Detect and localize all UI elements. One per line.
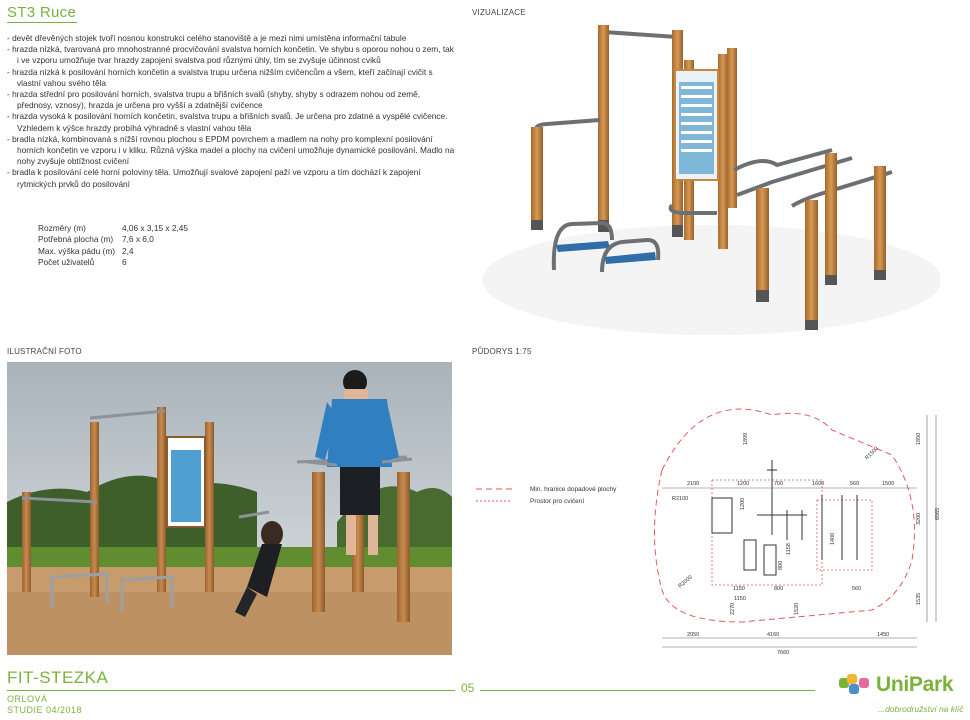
dim-inner: 560 [852, 586, 862, 592]
page-title: ST3 Ruce [7, 4, 77, 21]
description-line: - devět dřevěných stojek tvoří nosnou konstrukci celého stanoviště a je mezi nimi umístěna informační tabule [7, 33, 407, 43]
dim-total-height: 6565 [935, 507, 941, 520]
spec-value: 6 [122, 257, 127, 268]
spec-value: 4,06 x 3,15 x 2,45 [122, 223, 188, 233]
dim-inner: 1150 [734, 596, 746, 602]
description-line: - hrazda vysoká k posilování horních končetin, svalstva trupu a břišních svalů. Je určena pro zdatné a vyspělé cvičence. Vzhledem k výšce hrazdy probíhá výhradně s vlastní vahou těla [7, 111, 448, 133]
dim-top: 1500 [882, 481, 895, 487]
dim-inner: 1400 [830, 532, 836, 545]
dim-inner: 800 [774, 586, 784, 592]
spec-label: Rozměry (m) [38, 223, 86, 233]
dim-inner: 1158 [786, 543, 792, 555]
footer-divider [7, 690, 815, 691]
description-line: - hrazda nízká k posilování horních končetin a svalstva trupu určena nižším cvičencům a všem, kteří začínají cvičit s vlastní vahou svého těla [7, 66, 433, 88]
spec-label: Počet uživatelů [38, 257, 95, 268]
dim-inner: 1899 [743, 432, 749, 445]
radius-label: R1500 [864, 445, 880, 462]
description-line: - bradla k posilování celé horní poloviny těla. Umožňují svalové zapojení paží ve vzporu a tím dochází k zapojení rytmických prvků do posilování [7, 167, 421, 189]
spec-row [38, 223, 188, 234]
dim-top: 700 [774, 481, 784, 487]
spec-row [38, 234, 188, 245]
floor-plan [472, 360, 962, 660]
fall-zone-outline [655, 409, 915, 622]
dim-top: 560 [850, 481, 860, 487]
radius-label: R2000 [677, 574, 694, 590]
legend-fall-zone: Min. hranice dopadové plochy [530, 486, 617, 493]
spec-value: 2,4 [122, 245, 134, 256]
plan-label: PŮDORYS 1:75 [472, 347, 532, 356]
project-study: STUDIE 04/2018 [7, 705, 83, 715]
spec-table [38, 223, 188, 269]
dim-top: 2100 [687, 481, 700, 487]
description-line: - hrazda střední pro posilování horních, svalstva trupu a břišních svalů (shyby, shyby s odrazem nohou od země, přednosy, vznosy), hrazda je určena pro vyšší a zdatnější cvičence [7, 89, 421, 111]
legend-exercise-space: Prostor pro cvičení [530, 498, 585, 505]
spec-value: 7,6 x 6,0 [122, 234, 154, 245]
spec-row [38, 246, 188, 257]
dim-inner: 2270 [730, 602, 736, 615]
dim-right: 3200 [916, 512, 922, 525]
dim-bottom: 1450 [877, 632, 890, 638]
radius-label: R2100 [672, 496, 689, 502]
title-underline [7, 22, 77, 23]
dim-inner: 800 [778, 560, 784, 570]
dim-bottom: 4160 [767, 632, 780, 638]
plan-equipment [712, 460, 860, 575]
project-title: FIT-STEZKA [7, 668, 109, 687]
description [7, 33, 457, 190]
dim-right: 1850 [916, 432, 922, 445]
dim-inner: 1200 [740, 497, 746, 510]
spec-label: Potřebná plocha (m) [38, 234, 114, 245]
dim-right: 1535 [916, 592, 922, 605]
illustration-photo [7, 362, 452, 655]
spec-label: Max. výška pádu (m) [38, 245, 115, 256]
dim-total-width: 7660 [777, 650, 790, 656]
visualization-label: VIZUALIZACE [472, 8, 526, 17]
logo-text: UniPark [876, 673, 954, 696]
dim-top: 1200 [737, 481, 750, 487]
dim-bottom: 2050 [687, 632, 700, 638]
spec-row [38, 257, 188, 268]
low-bar [531, 120, 600, 230]
visualization-render [472, 20, 940, 342]
slogan: ...dobrodružství na klíč [878, 704, 964, 714]
dim-inner: 1520 [794, 602, 800, 615]
description-line: - hrazda nízká, tvarovaná pro mnohostranné procvičování svalstva horních končetin. Ve shybu s oporou nohou o zem, tak i ve vzporu umožňuje tvar hrazdy zapojení svalstva pod různými úhly, tím se zvyšuje účinnost cviků [7, 44, 454, 66]
dim-top: 1600 [812, 481, 825, 487]
project-city: ORLOVÁ [7, 694, 48, 704]
description-line: - bradla nízká, kombinovaná s nížší rovnou plochou s EPDM povrchem a madlem na nohy pro komplexní posilování horních končetin ve vzporu i v kliku. Různá výška madel a plochy na cvičení umožňuje dynamické posilování. Madlo na nohy zvyšuje obtížnost cvičení [7, 133, 455, 167]
dim-inner: 1150 [733, 586, 745, 592]
photo-label: ILUSTRAČNÍ FOTO [7, 347, 82, 356]
page-number: 05 [455, 681, 480, 695]
